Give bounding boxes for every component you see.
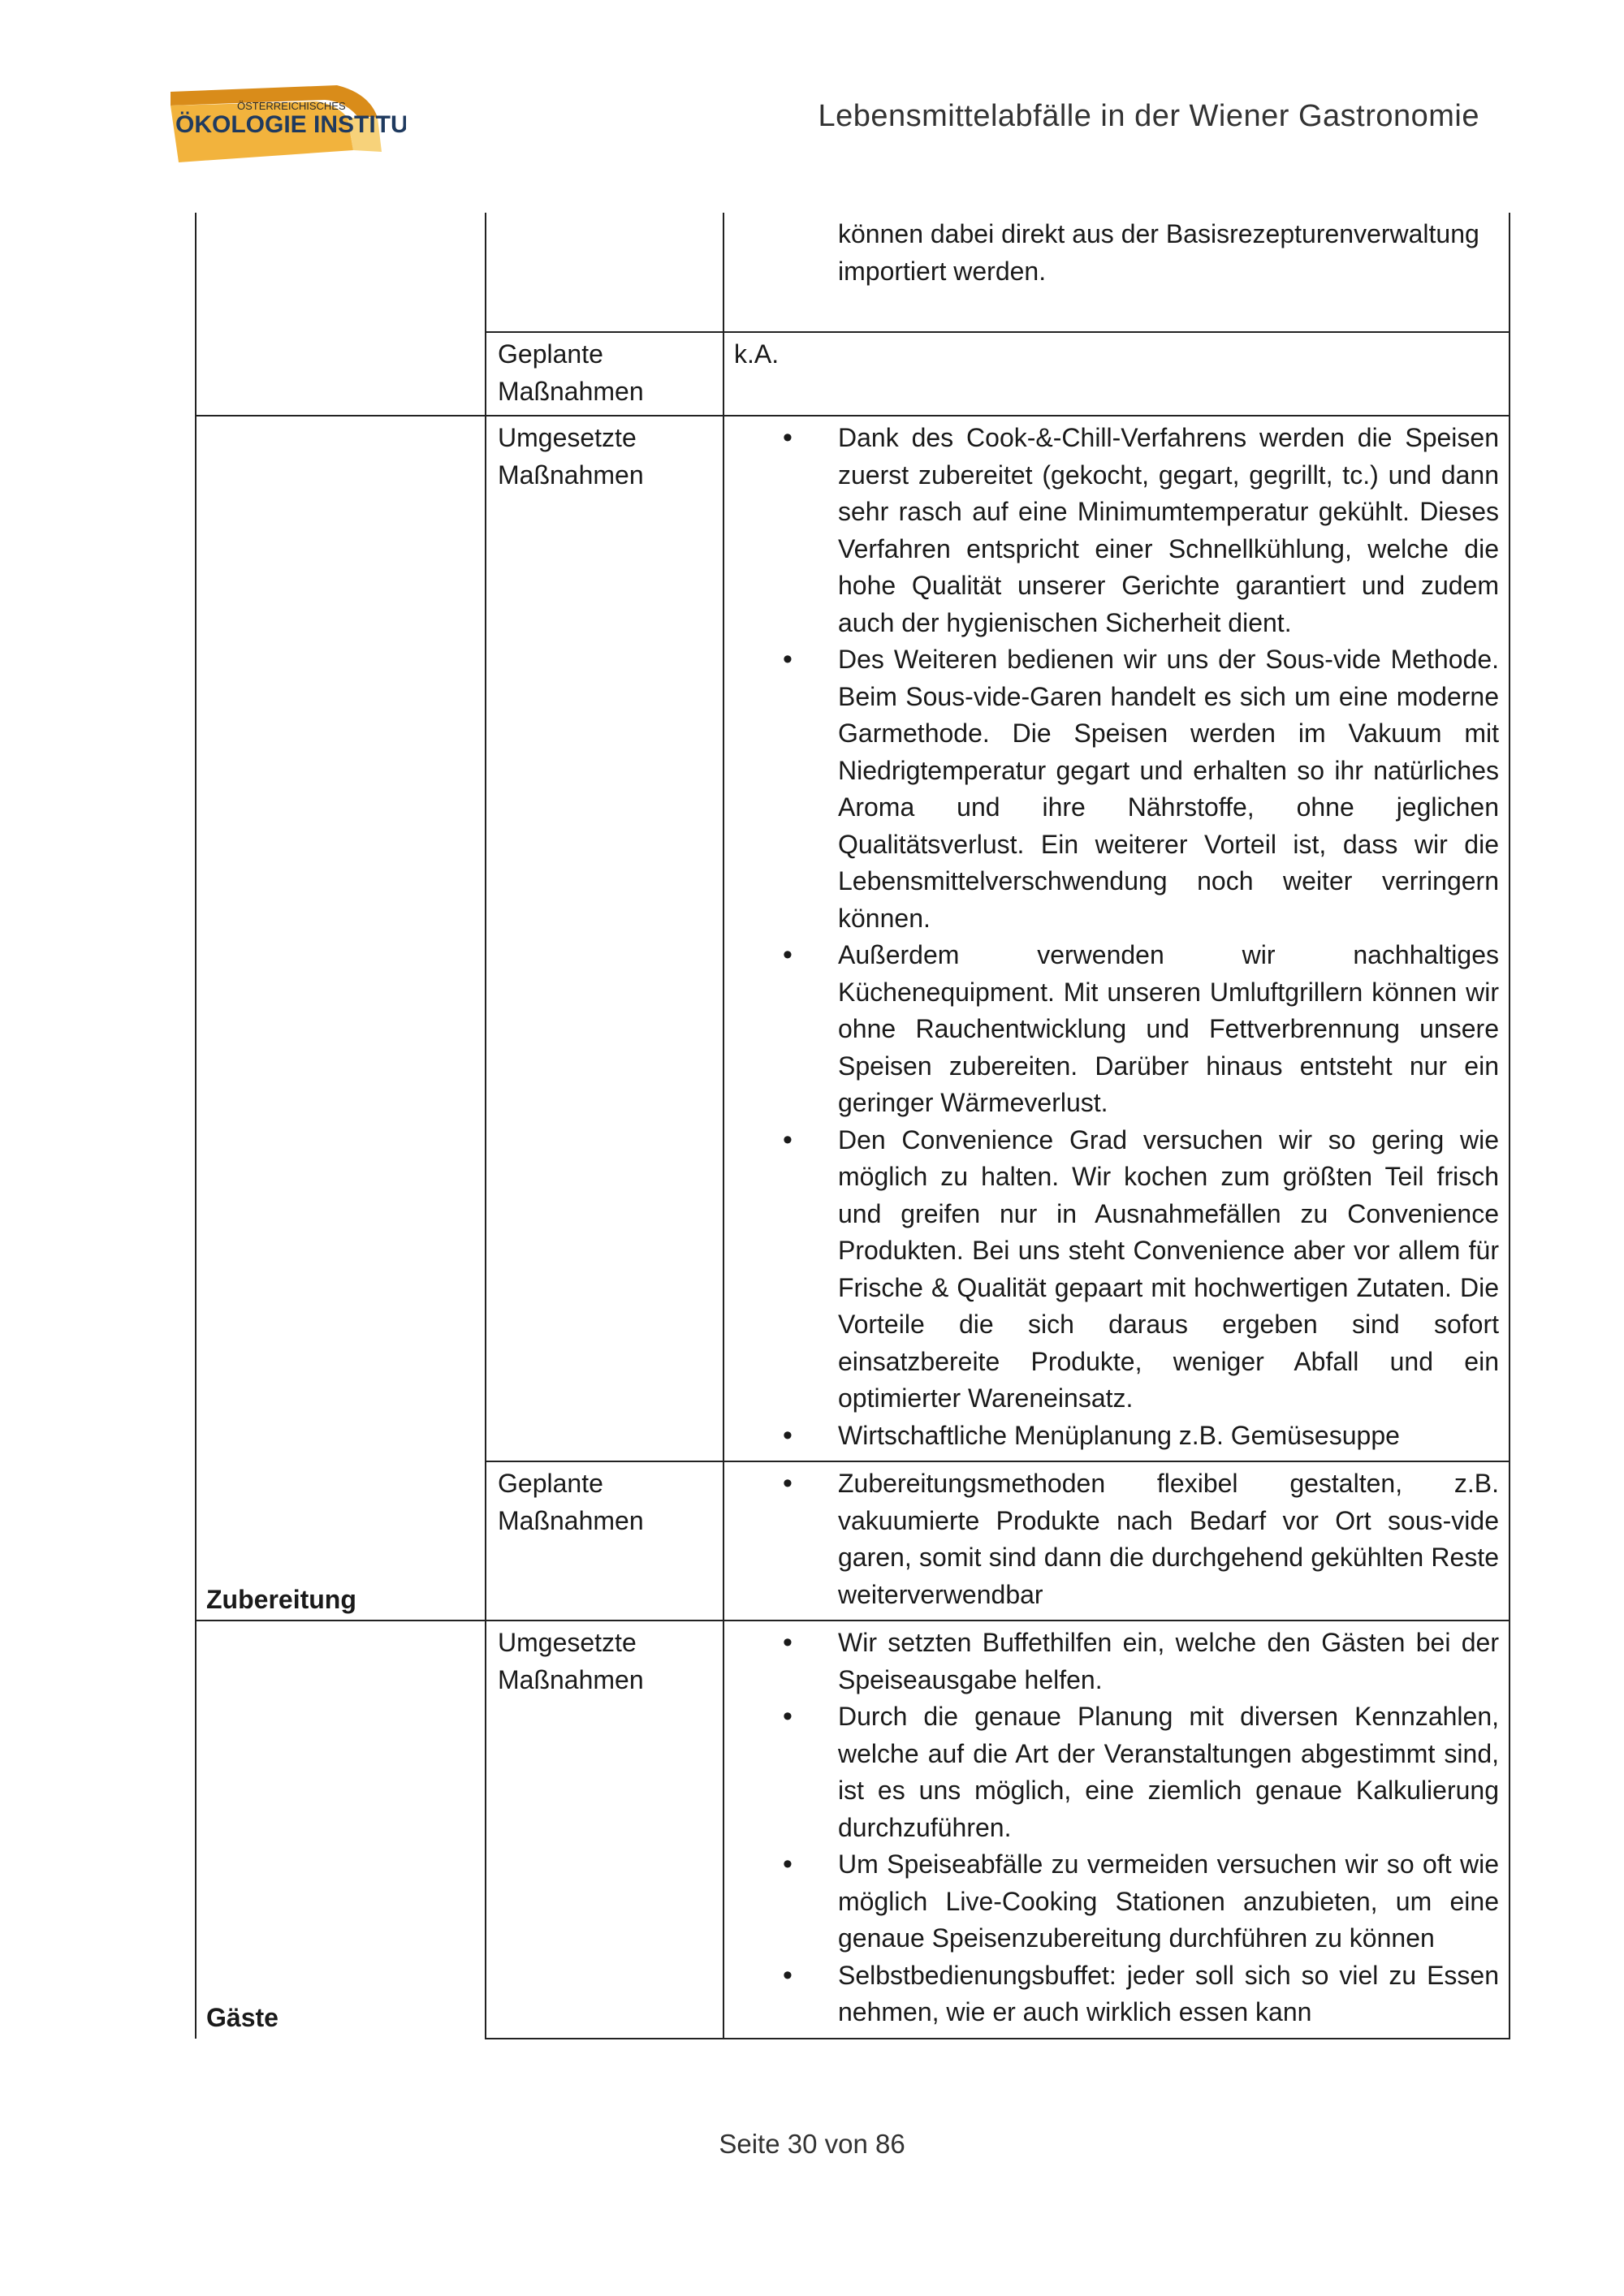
zubereitung-implemented-list bbox=[734, 420, 1499, 1454]
planned-label-cell bbox=[486, 332, 723, 416]
implemented-label-cell bbox=[486, 416, 723, 1461]
institute-logo bbox=[162, 77, 406, 170]
planned-ka-text: k.A. bbox=[734, 339, 780, 369]
list-item: • Außerdem verwenden wir nachhaltiges Küchenequipment. Mit unseren Umluftgrillern können wir ohne Rauchentwicklung und Fettverbrennung unsere Speisen zubereiten. Darüber hinaus entsteht nur ein geringer Wärmeverlust. bbox=[734, 937, 1499, 1122]
list-item: • Selbstbedienungsbuffet: jeder soll sich so viel zu Essen nehmen, wie er auch wirklich essen kann bbox=[734, 1957, 1499, 2031]
table-row-gaeste-implemented bbox=[196, 1621, 1510, 2039]
list-item: • Durch die genaue Planung mit diversen Kennzahlen, welche auf die Art der Veranstaltungen abgestimmt sind, ist es uns möglich, eine ziemlich genaue Kalkulierung durchzuführen. bbox=[734, 1698, 1499, 1846]
list-item: • Wir setzten Buffethilfen ein, welche den Gästen bei der Speiseausgabe helfen. bbox=[734, 1625, 1499, 1698]
planned-label-cell bbox=[486, 1461, 723, 1621]
list-item: • Zubereitungsmethoden flexibel gestalten, z.B. vakuumierte Produkte nach Bedarf vor Ort sous-vide garen, somit sind dann die durchgehend gekühlten Reste weiterverwendbar bbox=[734, 1465, 1499, 1613]
planned-label: Geplante Maßnahmen bbox=[498, 1469, 644, 1535]
logo-small-text: ÖSTERREICHISCHES bbox=[237, 100, 346, 112]
document-header-title: Lebensmittelabfälle in der Wiener Gastronomie bbox=[818, 99, 1479, 133]
measures-table bbox=[195, 213, 1510, 2039]
implemented-label-cell bbox=[486, 1621, 723, 2039]
empty-category-cell bbox=[196, 213, 486, 416]
planned-items-cell bbox=[723, 1461, 1510, 1621]
list-item: • Des Weiteren bedienen wir uns der Sous-vide Methode. Beim Sous-vide-Garen handelt es sich um eine moderne Garmethode. Die Speisen werden im Vakuum mit Niedrigtemperatur gegart und erhalten so ihr natürliches Aroma und ihre Nährstoffe, ohne jeglichen Qualitätsverlust. Ein weiterer Vorteil ist, dass wir die Lebensmittelverschwendung noch weiter verringern können. bbox=[734, 641, 1499, 937]
logo-graphic bbox=[162, 77, 406, 170]
table-row-zubereitung-implemented bbox=[196, 416, 1510, 1461]
implemented-items-cell bbox=[723, 1621, 1510, 2039]
category-zubereitung: Zubereitung bbox=[206, 1584, 356, 1614]
list-item: • Wirtschaftliche Menüplanung z.B. Gemüsesuppe bbox=[734, 1418, 1499, 1455]
continued-text: können dabei direkt aus der Basisrezepturenverwaltung importiert werden. bbox=[838, 219, 1479, 286]
list-item: • Dank des Cook-&-Chill-Verfahrens werden die Speisen zuerst zubereitet (gekocht, gegart, gegrillt, tc.) und dann sehr rasch auf eine Minimumtemperatur gekühlt. Dieses Verfahren entspricht einer Schnellkühlung, welche die hohe Qualität unserer Gerichte garantiert und zudem auch der hygienischen Sicherheit dient. bbox=[734, 420, 1499, 641]
category-gaeste: Gäste bbox=[206, 2003, 279, 2032]
page-number: Seite 30 von 86 bbox=[719, 2129, 905, 2159]
implemented-items-cell bbox=[723, 416, 1510, 1461]
empty-label-cell bbox=[486, 213, 723, 332]
zubereitung-planned-list bbox=[734, 1465, 1499, 1613]
list-item: • Den Convenience Grad versuchen wir so gering wie möglich zu halten. Wir kochen zum größten Teil frisch und greifen nur in Ausnahmefällen zu Convenience Produkten. Bei uns steht Convenience aber vor allem für Frische & Qualität gepaart mit hochwertigen Zutaten. Die Vorteile die sich daraus ergeben sind sofort einsatzbereite Produkte, weniger Abfall und ein optimierter Wareneinsatz. bbox=[734, 1122, 1499, 1418]
category-cell-zubereitung bbox=[196, 416, 486, 1621]
continued-text-cell bbox=[723, 213, 1510, 332]
table-row-continued bbox=[196, 213, 1510, 332]
planned-ka-cell bbox=[723, 332, 1510, 416]
list-item: • Um Speiseabfälle zu vermeiden versuchen wir so oft wie möglich Live-Cooking Stationen anzubieten, um eine genaue Speisenzubereitung durchführen zu können bbox=[734, 1846, 1499, 1957]
planned-label: Geplante Maßnahmen bbox=[498, 339, 644, 406]
gaeste-implemented-list bbox=[734, 1625, 1499, 2031]
implemented-label: Umgesetzte Maßnahmen bbox=[498, 1628, 644, 1694]
implemented-label: Umgesetzte Maßnahmen bbox=[498, 423, 644, 490]
logo-main-text: ÖKOLOGIE INSTITUT bbox=[175, 111, 406, 138]
category-cell-gaeste bbox=[196, 1621, 486, 2039]
